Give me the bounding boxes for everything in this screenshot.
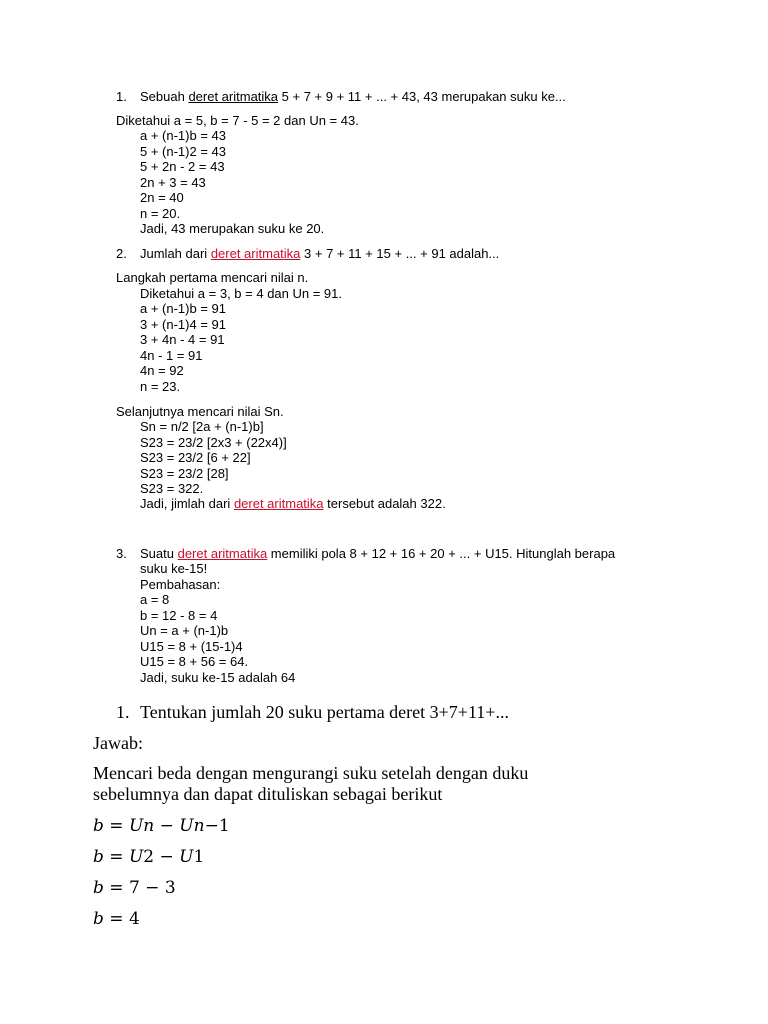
problem-3-line: Pembahasan: (140, 577, 221, 592)
problem-1-line: 5 + 2n - 2 = 43 (140, 159, 225, 174)
list-number-2: 2. (116, 246, 127, 261)
problem-1-line: 2n = 40 (140, 190, 184, 205)
problem-2-line: S23 = 23/2 [2x3 + (22x4)] (140, 435, 287, 450)
list-number-1: 1. (116, 89, 127, 104)
jawab-label: Jawab: (93, 733, 143, 753)
problem-1-line: a + (n-1)b = 43 (140, 128, 226, 143)
problem-2-line: Selanjutnya mencari nilai Sn. (116, 404, 284, 419)
problem-1-line: 2n + 3 = 43 (140, 175, 206, 190)
problem-1-line: Diketahui a = 5, b = 7 - 5 = 2 dan Un = 43. (116, 113, 359, 128)
deret-aritmatika-link[interactable]: deret aritmatika (210, 246, 301, 261)
problem-3-line: U15 = 8 + 56 = 64. (140, 654, 249, 669)
equation-1: b = Un − Un−1 (93, 816, 230, 836)
problem-2-line: 3 + 4n - 4 = 91 (140, 332, 225, 347)
problem-2-line: Sn = n/2 [2a + (n-1)b] (140, 419, 264, 434)
problem-3-line: b = 12 - 8 = 4 (140, 608, 218, 623)
problem-3-line: U15 = 8 + (15-1)4 (140, 639, 243, 654)
problem-2-line: Diketahui a = 3, b = 4 dan Un = 91. (140, 286, 343, 301)
problem-2-line: S23 = 23/2 [28] (140, 466, 229, 481)
problem-3-line: Un = a + (n-1)b (140, 623, 229, 638)
deret-aritmatika-link[interactable]: deret aritmatika (177, 546, 268, 561)
equation-3: b = 7 − 3 (93, 878, 176, 898)
list-number-4: 1. (116, 702, 130, 722)
problem-3-question: Suatu deret aritmatika memiliki pola 8 + 12 + 16 + 20 + ... + U15. Hitunglah berapa (140, 546, 616, 561)
list-number-3: 3. (116, 546, 127, 561)
problem-2-line: Langkah pertama mencari nilai n. (116, 270, 309, 285)
problem-2-line: 3 + (n-1)4 = 91 (140, 317, 226, 332)
problem-1-conclusion: Jadi, 43 merupakan suku ke 20. (140, 221, 325, 236)
problem-2-line: S23 = 23/2 [6 + 22] (140, 450, 251, 465)
deret-aritmatika-link[interactable]: deret aritmatika (233, 496, 324, 511)
problem-2-line: n = 23. (140, 379, 181, 394)
explanation-line: Mencari beda dengan mengurangi suku setelah dengan duku (93, 763, 529, 783)
problem-2-line: 4n = 92 (140, 363, 184, 378)
problem-4-question: Tentukan jumlah 20 suku pertama deret 3+7+11+... (140, 702, 509, 722)
explanation-line: sebelumnya dan dapat dituliskan sebagai berikut (93, 784, 443, 804)
problem-1-line: n = 20. (140, 206, 181, 221)
problem-3-line: a = 8 (140, 592, 170, 607)
problem-2-question: Jumlah dari deret aritmatika 3 + 7 + 11 + 15 + ... + 91 adalah... (140, 246, 500, 261)
problem-3-conclusion: Jadi, suku ke-15 adalah 64 (140, 670, 296, 685)
problem-1-line: 5 + (n-1)2 = 43 (140, 144, 226, 159)
problem-2-line: 4n - 1 = 91 (140, 348, 203, 363)
problem-1-question: Sebuah deret aritmatika 5 + 7 + 9 + 11 + ... + 43, 43 merupakan suku ke... (140, 89, 566, 104)
equation-4: b = 4 (93, 909, 140, 929)
problem-2-line: a + (n-1)b = 91 (140, 301, 226, 316)
problem-3-line: suku ke-15! (140, 561, 208, 576)
problem-2-line: S23 = 322. (140, 481, 204, 496)
deret-aritmatika-link[interactable]: deret aritmatika (188, 89, 279, 104)
problem-2-conclusion: Jadi, jimlah dari deret aritmatika tersebut adalah 322. (140, 496, 446, 511)
equation-2: b = U2 − U1 (93, 847, 205, 867)
